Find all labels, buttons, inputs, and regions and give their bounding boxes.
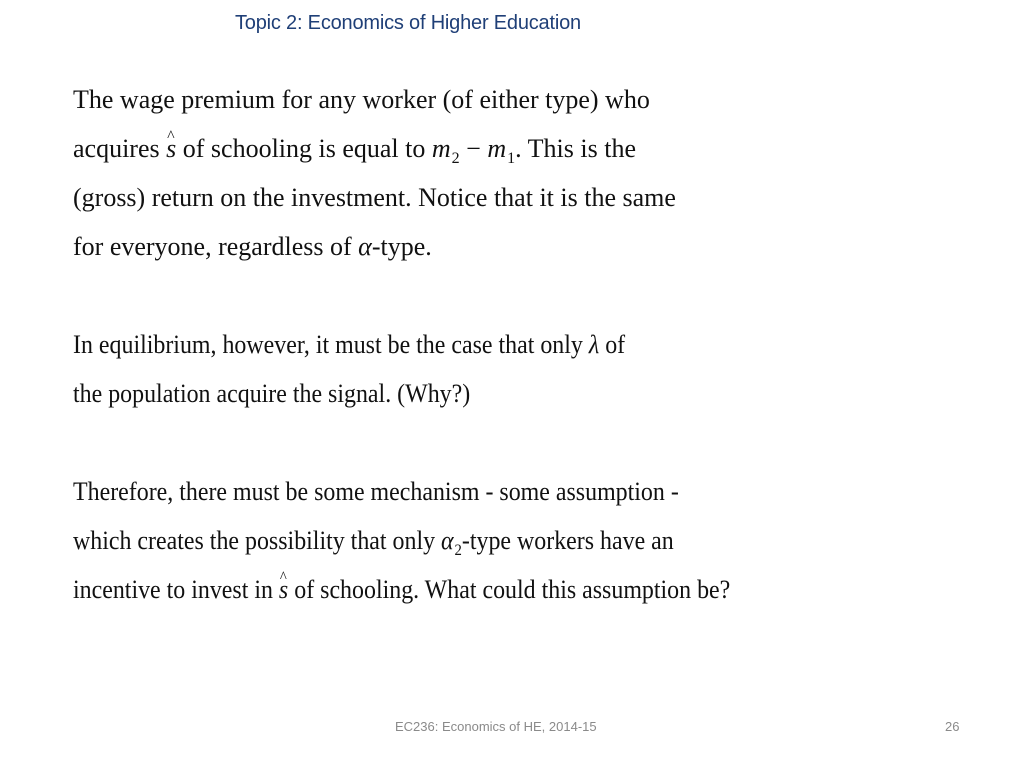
alpha-symbol: α (358, 232, 372, 261)
text: The wage premium for any worker (of either type) who (73, 85, 650, 114)
paragraph-1-line-3 (73, 182, 676, 214)
text: . This is the (515, 134, 636, 163)
text: (gross) return on the investment. Notice that it is the same (73, 183, 676, 212)
m1-symbol (487, 134, 516, 167)
subscript-1: 1 (507, 150, 516, 167)
m-var: m (487, 134, 507, 163)
s-hat-symbol: ^ s (166, 133, 176, 165)
text: of schooling. What could this assumption be? (288, 575, 731, 604)
slide-title: Topic 2: Economics of Higher Education (235, 12, 581, 34)
text: -type workers have an (461, 526, 674, 555)
paragraph-2-line-2 (73, 378, 470, 410)
paragraph-3-line-2 (73, 525, 674, 561)
text: of (599, 330, 626, 359)
subscript-2: 2 (454, 542, 462, 559)
text: Therefore, there must be some mechanism - some assumption - (73, 477, 679, 506)
m-var: m (431, 134, 451, 163)
s-hat-symbol: ^ s (279, 574, 288, 606)
text: -type. (371, 232, 432, 261)
text: incentive to invest in (73, 575, 279, 604)
paragraph-3-line-1 (73, 476, 679, 508)
footer-course: EC236: Economics of HE, 2014-15 (395, 719, 597, 734)
text: acquires (73, 134, 167, 163)
text: which creates the possibility that only (73, 526, 442, 555)
paragraph-3-line-3 (73, 574, 730, 606)
footer-page-number: 26 (945, 719, 960, 734)
alpha2-symbol (441, 526, 462, 559)
paragraph-1-line-4 (73, 231, 432, 263)
paragraph-1-line-2 (73, 133, 636, 169)
subscript-2: 2 (451, 150, 460, 167)
text: In equilibrium, however, it must be the case that only (73, 330, 589, 359)
m2-symbol (431, 134, 460, 167)
text: of schooling is equal to (176, 134, 432, 163)
text: the population acquire the signal. (Why?) (73, 379, 471, 408)
minus-sign: − (459, 134, 488, 163)
text: for everyone, regardless of (73, 232, 359, 261)
lambda-symbol: λ (588, 330, 600, 359)
paragraph-1-line-1 (73, 84, 650, 116)
paragraph-2-line-1 (73, 329, 625, 361)
alpha-var: α (441, 526, 454, 555)
